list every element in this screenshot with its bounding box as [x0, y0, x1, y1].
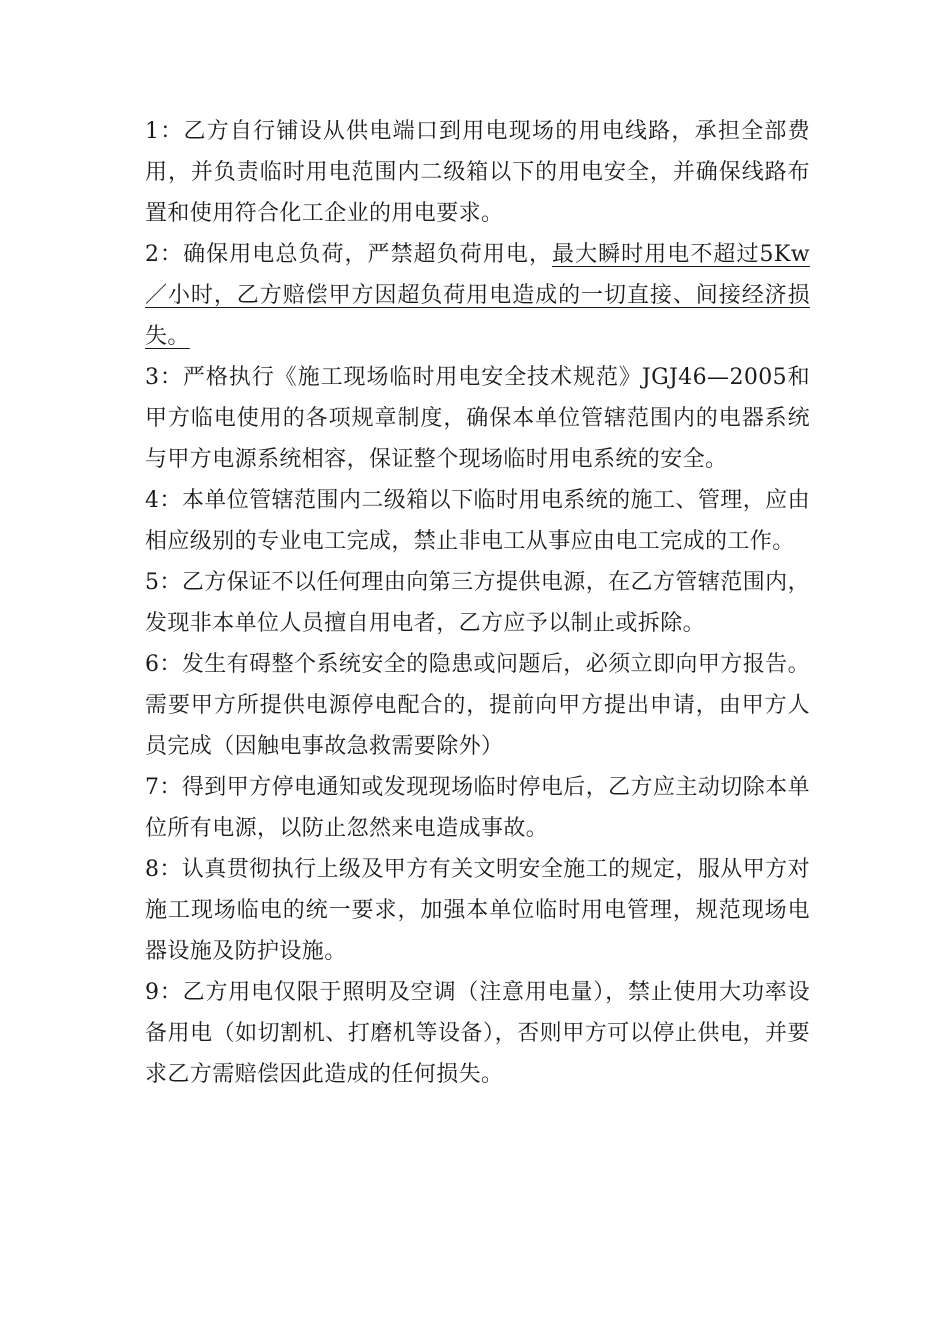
- clause-9: [145, 972, 810, 1095]
- clause-4: [145, 480, 810, 562]
- clause-8: [145, 849, 810, 972]
- clause-5: [145, 562, 810, 644]
- clause-3-text: 3：严格执行《施工现场临时用电安全技术规范》JGJ46—2005和甲方临电使用的各项规章制度，确保本单位管辖范围内的电器系统与甲方电源系统相容，保证整个现场临时用电系统的安全。: [145, 365, 810, 472]
- clause-4-text: 4：本单位管辖范围内二级箱以下临时用电系统的施工、管理，应由相应级别的专业电工完成，禁止非电工从事应由电工完成的工作。: [145, 488, 810, 554]
- clause-2: [145, 234, 810, 357]
- clause-9-text: 9：乙方用电仅限于照明及空调（注意用电量），禁止使用大功率设备用电（如切割机、打磨机等设备），否则甲方可以停止供电，并要求乙方需赔偿因此造成的任何损失。: [145, 980, 810, 1087]
- clause-7: [145, 767, 810, 849]
- clause-1-text: 1：乙方自行铺设从供电端口到用电现场的用电线路，承担全部费用，并负责临时用电范围内二级箱以下的用电安全，并确保线路布置和使用符合化工企业的用电要求。: [145, 119, 810, 226]
- clause-6: [145, 644, 810, 767]
- clause-8-text: 8：认真贯彻执行上级及甲方有关文明安全施工的规定，服从甲方对施工现场临电的统一要求，加强本单位临时用电管理，规范现场电器设施及防护设施。: [145, 857, 810, 964]
- clause-list: [145, 111, 810, 1095]
- clause-5-text: 5：乙方保证不以任何理由向第三方提供电源，在乙方管辖范围内，发现非本单位人员擅自用电者，乙方应予以制止或拆除。: [145, 570, 810, 636]
- clause-7-text: 7：得到甲方停电通知或发现现场临时停电后，乙方应主动切除本单位所有电源，以防止忽然来电造成事故。: [145, 775, 810, 841]
- clause-2-text: 2：确保用电总负荷，严禁超负荷用电，: [145, 242, 553, 267]
- clause-6-text: 6：发生有碍整个系统安全的隐患或问题后，必须立即向甲方报告。需要甲方所提供电源停电配合的，提前向甲方提出申请，由甲方人员完成（因触电事故急救需要除外）: [145, 652, 810, 759]
- clause-2-underlined-text: 最大瞬时用电不超过5Kw／小时，乙方赔偿甲方因超负荷用电造成的一切直接、间接经济损失。: [145, 242, 810, 349]
- clause-1: [145, 111, 810, 234]
- clause-3: [145, 357, 810, 480]
